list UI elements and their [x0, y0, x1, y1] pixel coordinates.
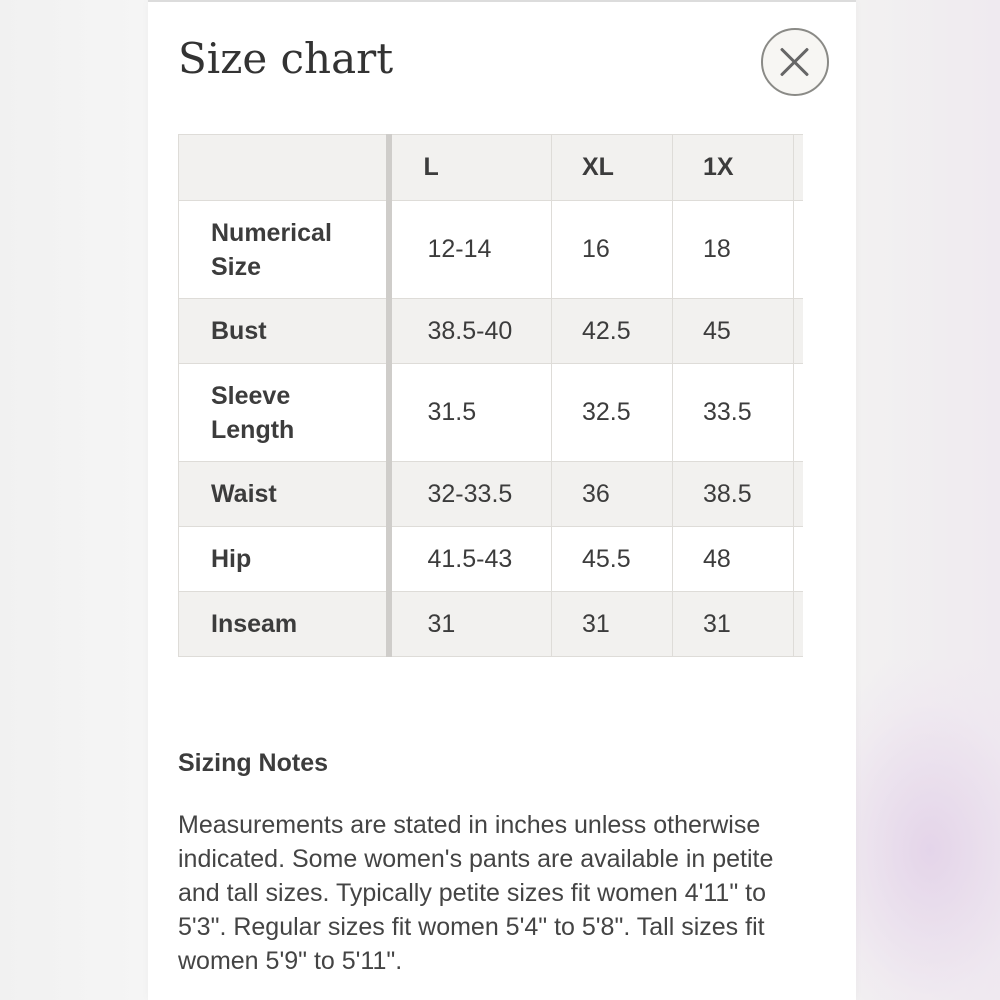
row-label-waist: Waist: [179, 462, 389, 527]
table-cell: 32-33.5: [389, 462, 552, 527]
table-row: [179, 201, 803, 299]
table-cell-overflow: [794, 592, 803, 657]
close-icon: [781, 48, 809, 76]
table-row: [179, 592, 803, 657]
table-cell: 42.5: [552, 299, 673, 364]
column-header-xl: XL: [552, 135, 673, 201]
table-cell-overflow: [794, 462, 803, 527]
table-cell-overflow: [794, 527, 803, 592]
row-label-hip: Hip: [179, 527, 389, 592]
table-cell: 38.5: [673, 462, 794, 527]
size-table: [178, 134, 803, 657]
table-cell: 45: [673, 299, 794, 364]
table-cell-overflow: [794, 299, 803, 364]
table-cell: 31: [552, 592, 673, 657]
row-label-bust: Bust: [179, 299, 389, 364]
column-header-1x: 1X: [673, 135, 794, 201]
table-cell: 31: [389, 592, 552, 657]
table-cell: 12-14: [389, 201, 552, 299]
table-cell: 31.5: [389, 364, 552, 462]
table-row: [179, 462, 803, 527]
table-cell: 36: [552, 462, 673, 527]
table-cell: 31: [673, 592, 794, 657]
sizing-notes-text: Measurements are stated in inches unless otherwise indicated. Some women's pants are available in petite and tall sizes. Typically petite sizes fit women 4'11" to 5'3". Regular sizes fit women 5'4" to 5'8". Tall sizes fit women 5'9" to 5'11".: [178, 811, 774, 975]
row-label-sleeve-length: Sleeve Length: [179, 364, 389, 462]
table-row: [179, 364, 803, 462]
close-button[interactable]: [761, 28, 829, 96]
table-cell: 18: [673, 201, 794, 299]
table-row: [179, 527, 803, 592]
table-cell: 38.5-40: [389, 299, 552, 364]
row-label-inseam: Inseam: [179, 592, 389, 657]
sizing-notes-heading: Sizing Notes: [178, 749, 329, 777]
table-header-row: [179, 135, 803, 201]
table-cell-overflow: [794, 364, 803, 462]
table-cell: 16: [552, 201, 673, 299]
column-header-overflow: [794, 135, 803, 201]
modal-top-divider: [148, 0, 856, 2]
table-cell: 41.5-43: [389, 527, 552, 592]
table-row: [179, 299, 803, 364]
table-corner-cell: [179, 135, 389, 201]
size-chart-modal: [148, 0, 856, 1000]
modal-title: Size chart: [178, 34, 394, 83]
table-cell-overflow: [794, 201, 803, 299]
row-label-numerical-size: Numerical Size: [179, 201, 389, 299]
table-cell: 33.5: [673, 364, 794, 462]
table-cell: 32.5: [552, 364, 673, 462]
table-cell: 45.5: [552, 527, 673, 592]
table-cell: 48: [673, 527, 794, 592]
column-header-l: L: [389, 135, 552, 201]
